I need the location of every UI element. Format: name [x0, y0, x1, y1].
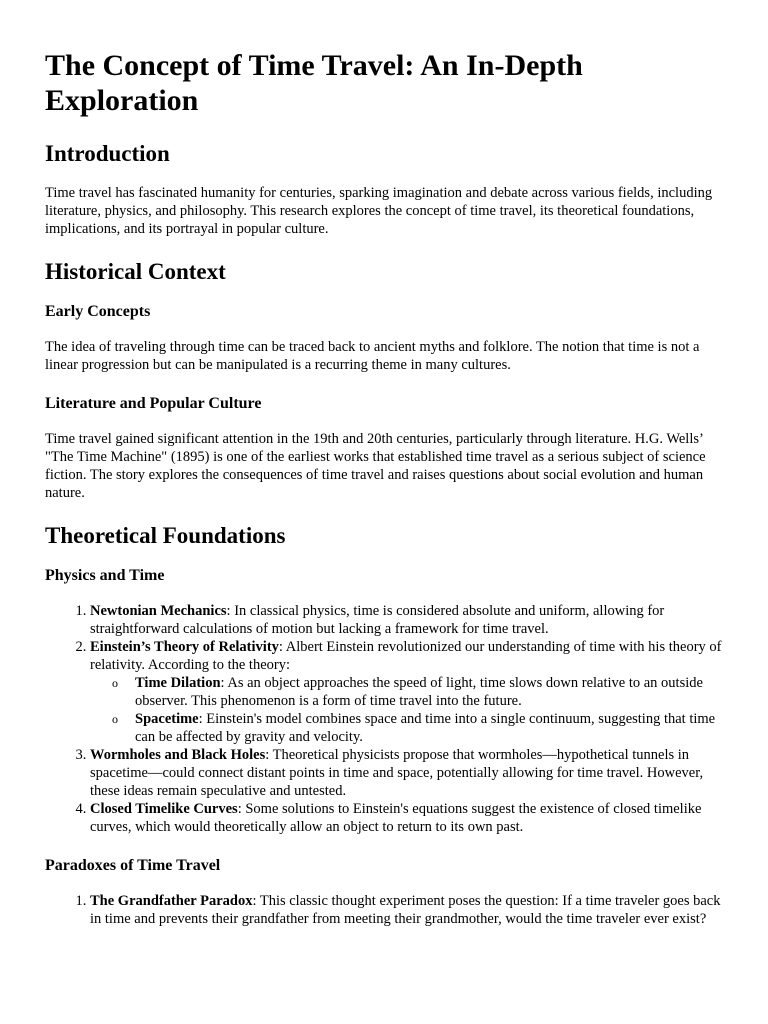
physics-list [45, 602, 723, 836]
list-item [90, 638, 723, 746]
document-title: The Concept of Time Travel: An In-Depth Exploration [45, 49, 583, 117]
list-item-text: : Theoretical physicists propose that wormholes—hypothetical tunnels in spacetime—could connect distant points in time and space, potentially allowing for time travel. However, these ideas remain speculative and untested. [90, 747, 704, 799]
subsection-heading-early-concepts: Early Concepts [45, 303, 151, 320]
list-item-term: Newtonian Mechanics [90, 603, 227, 619]
paradoxes-list [45, 892, 723, 928]
early-concepts-paragraph: The idea of traveling through time can be traced back to ancient myths and folklore. The notion that time is not a linear progression but can be manipulated is a recurring theme in many cultures. [45, 339, 700, 373]
sublist-item-text: : Einstein's model combines space and time into a single continuum, suggesting that time can be affected by gravity and velocity. [135, 711, 716, 745]
list-item [90, 602, 723, 638]
list-item-text: : In classical physics, time is considered absolute and uniform, allowing for straightforward calculations of motion but lacking a framework for time travel. [90, 603, 665, 637]
subsection-heading-paradoxes: Paradoxes of Time Travel [45, 857, 221, 874]
list-item-text: : Some solutions to Einstein's equations suggest the existence of closed timelike curves, which would theoretically allow an object to return to its own past. [90, 801, 702, 835]
list-item-term: Einstein’s Theory of Relativity [90, 639, 279, 655]
subsection-heading-literature: Literature and Popular Culture [45, 395, 262, 412]
sublist-item-text: : As an object approaches the speed of light, time slows down relative to an outside observer. This phenomenon is a form of time travel into the future. [135, 675, 703, 709]
subsection-heading-physics-and-time: Physics and Time [45, 567, 165, 584]
relativity-sublist [90, 674, 723, 746]
sublist-item-term: Time Dilation [135, 675, 221, 691]
section-heading-historical-context: Historical Context [45, 259, 226, 284]
sublist-item-term: Spacetime [135, 711, 199, 727]
list-item-text: : This classic thought experiment poses the question: If a time traveler goes back in time and prevents their grandfather from meeting their grandmother, would the time traveler ever exist? [90, 893, 721, 927]
literature-paragraph: Time travel gained significant attention in the 19th and 20th centuries, particularly through literature. H.G. Wells’ "The Time Machine" (1895) is one of the earliest works that established time travel as a serious subject of science fiction. The story explores the consequences of time travel and raises questions about social evolution and human nature. [45, 431, 706, 501]
introduction-paragraph: Time travel has fascinated humanity for centuries, sparking imagination and debate across various fields, including literature, physics, and philosophy. This research explores the concept of time travel, its theoretical foundations, implications, and its portrayal in popular culture. [45, 185, 713, 237]
list-item [90, 746, 723, 800]
section-heading-theoretical-foundations: Theoretical Foundations [45, 523, 286, 548]
list-item [90, 892, 723, 928]
list-item [90, 800, 723, 836]
list-item-term: Wormholes and Black Holes [90, 747, 266, 763]
sublist-item [135, 674, 723, 710]
list-item-term: The Grandfather Paradox [90, 893, 253, 909]
section-heading-introduction: Introduction [45, 141, 170, 166]
list-item-text: : Albert Einstein revolutionized our understanding of time with his theory of relativity. According to the theory: [90, 639, 722, 673]
sublist-item [135, 710, 723, 746]
list-item-term: Closed Timelike Curves [90, 801, 238, 817]
